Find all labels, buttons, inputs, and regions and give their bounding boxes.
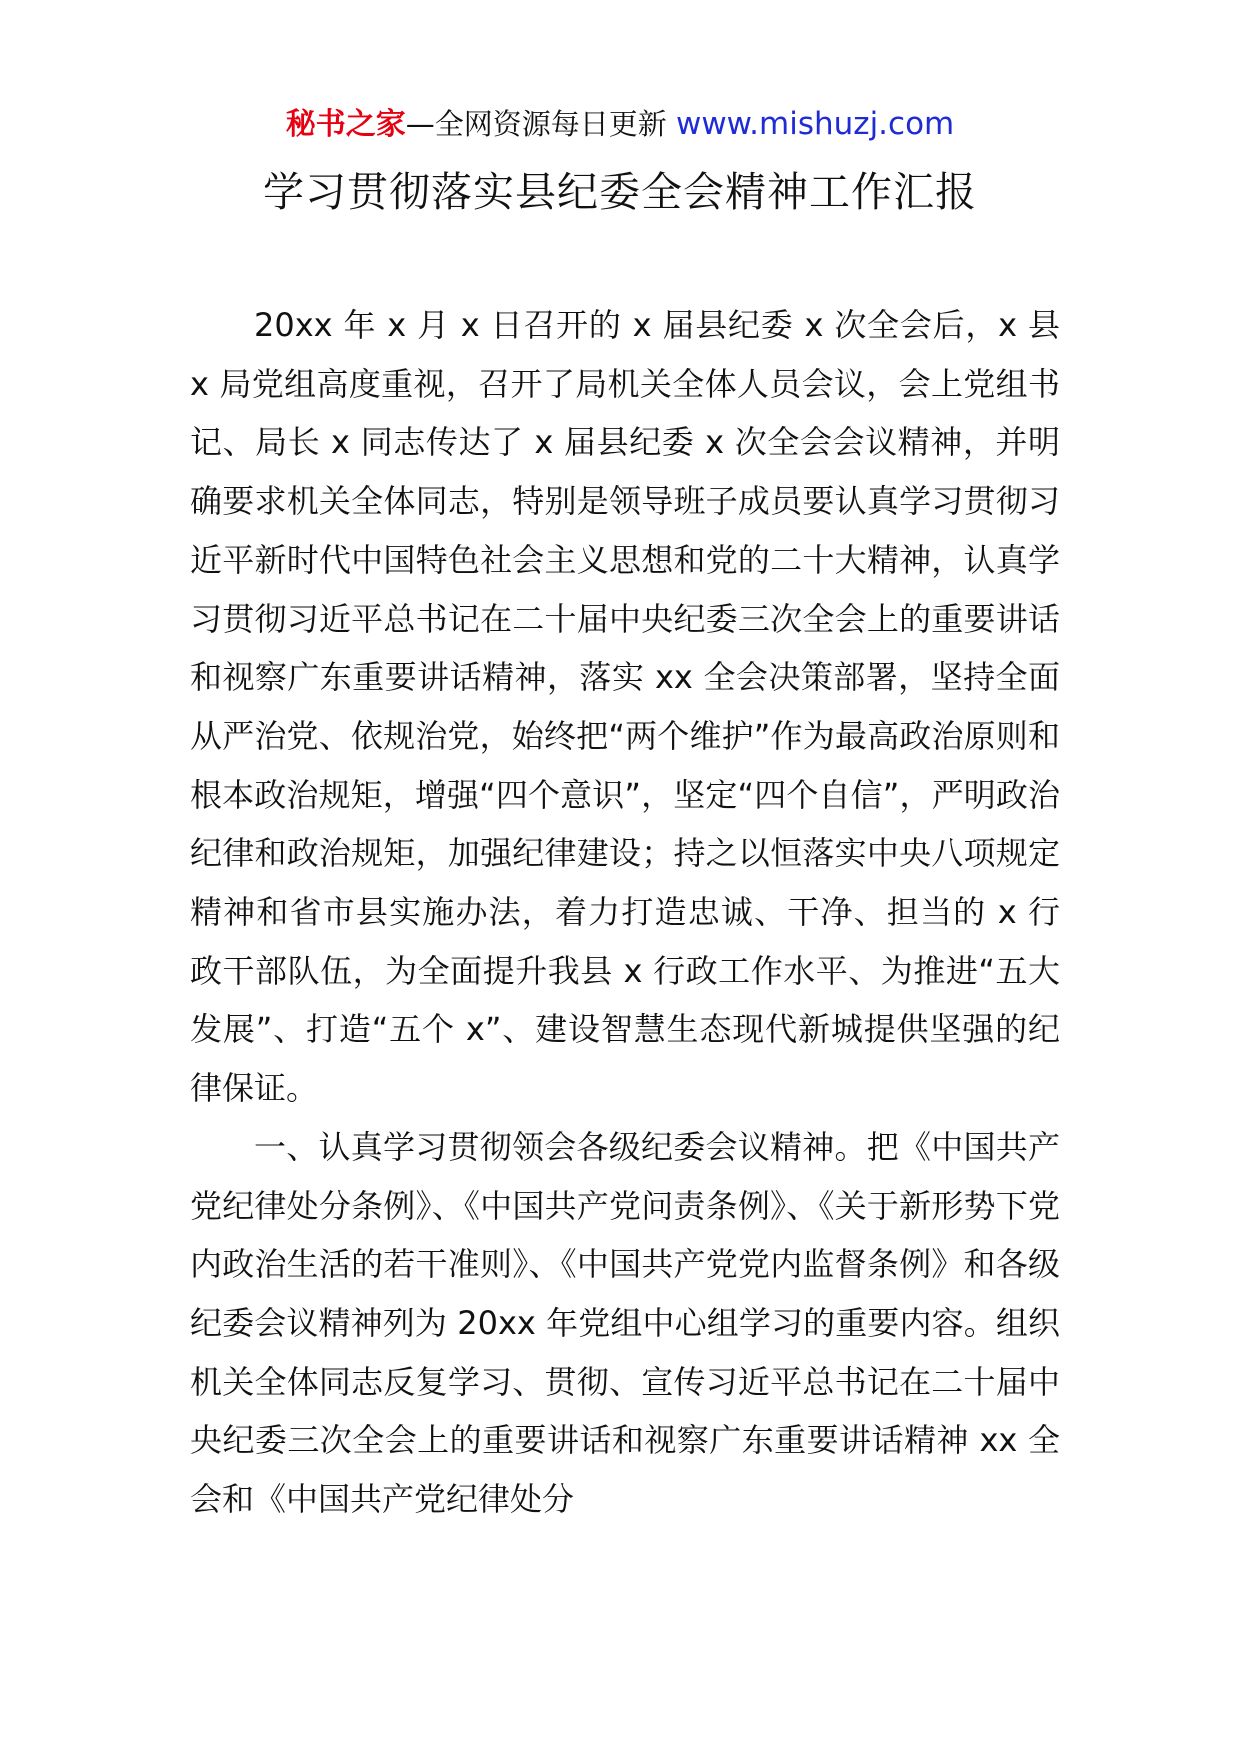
document-body [190,296,1060,1529]
site-header [0,104,1240,145]
header-tagline: —全网资源每日更新 [405,107,667,141]
paragraph-intro: 20xx 年 x 月 x 日召开的 x 届县纪委 x 次全会后，x 县 x 局党组高度重视，召开了局机关全体人员会议，会上党组书记、局长 x 同志传达了 x 届县纪委 x 次全会会议精神，并明确要求机关全体同志，特别是领导班子成员要认真学习贯彻习近平新时代中国特色社会主义思想和党的二十大精神，认真学习贯彻习近平总书记在二十届中央纪委三次全会上的重要讲话和视察广东重要讲话精神，落实 xx 全会决策部署，坚持全面从严治党、依规治党，始终把“两个维护”作为最高政治原则和根本政治规矩，增强“四个意识”，坚定“四个自信”，严明政治纪律和政治规矩，加强纪律建设；持之以恒落实中央八项规定精神和省市县实施办法，着力打造忠诚、干净、担当的 x 行政干部队伍，为全面提升我县 x 行政工作水平、为推进“五大发展”、打造“五个 x”、建设智慧生态现代新城提供坚强的纪律保证。 [190,306,1060,1108]
brand-name: 秘书之家 [285,107,406,142]
document-title: 学习贯彻落实县纪委全会精神工作汇报 [263,168,977,216]
site-url-link[interactable]: www.mishuzj.com [675,106,955,142]
paragraph-section-1: 一、认真学习贯彻领会各级纪委会议精神。把《中国共产党纪律处分条例》、《中国共产党问责条例》、《关于新形势下党内政治生活的若干准则》、《中国共产党党内监督条例》和各级纪委会议精神列为 20xx 年党组中心组学习的重要内容。组织机关全体同志反复学习、贯彻、宣传习近平总书记在二十届中央纪委三次全会上的重要讲话和视察广东重要讲话精神 xx 全会和《中国共产党纪律处分 [190,1127,1060,1519]
